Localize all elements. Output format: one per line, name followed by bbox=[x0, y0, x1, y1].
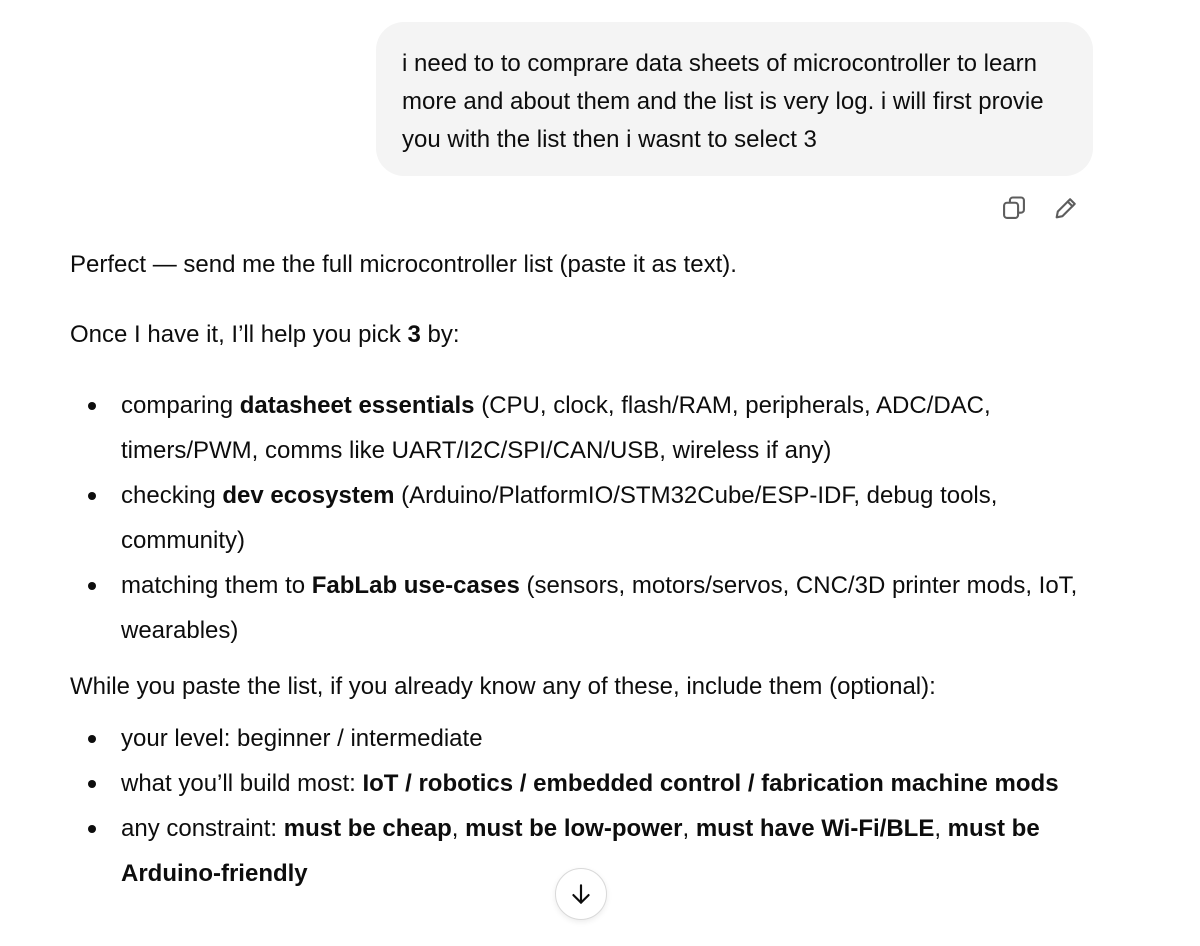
list-item bbox=[70, 563, 1080, 653]
copy-icon bbox=[1000, 194, 1028, 222]
bold-text: dev ecosystem bbox=[222, 482, 395, 509]
arrow-down-icon bbox=[568, 881, 594, 907]
text: , bbox=[682, 815, 696, 842]
bold-text: must be Arduino-friendly bbox=[121, 815, 1040, 887]
bold-text: 3 bbox=[407, 321, 421, 348]
assistant-paragraph-2 bbox=[70, 315, 460, 355]
assistant-paragraph-3: While you paste the list, if you already know any of these, include them (optional): bbox=[70, 673, 936, 700]
bold-text: must be low-power bbox=[465, 815, 683, 842]
assistant-paragraph-1: Perfect — send me the full microcontroller list (paste it as text). bbox=[70, 251, 737, 278]
scroll-to-bottom-button[interactable] bbox=[555, 868, 607, 920]
text: your level: beginner / intermediate bbox=[121, 725, 483, 752]
bold-text: must have Wi-Fi/BLE bbox=[695, 815, 935, 842]
text: , bbox=[451, 815, 466, 842]
text: what you’ll build most: bbox=[121, 770, 363, 797]
text: (sensors, motors/servos, CNC/3D printer mods, IoT, wearables) bbox=[121, 572, 1078, 644]
assistant-list-1 bbox=[70, 383, 1080, 653]
edit-button[interactable] bbox=[1048, 190, 1084, 226]
list-item bbox=[70, 383, 1080, 473]
bold-text: IoT / robotics / embedded control / fabrication machine mods bbox=[362, 770, 1059, 797]
text: (Arduino/PlatformIO/STM32Cube/ESP-IDF, debug tools, community) bbox=[121, 482, 998, 554]
list-item bbox=[70, 473, 1080, 563]
user-message-bubble bbox=[376, 22, 1093, 176]
bold-text: datasheet essentials bbox=[239, 392, 475, 419]
text: checking bbox=[121, 482, 223, 509]
list-item bbox=[70, 716, 1080, 761]
copy-button[interactable] bbox=[996, 190, 1032, 226]
user-message-text: i need to to comprare data sheets of microcontroller to learn more and about them and the list is very log. i will first provie you with the list then i wasnt to select 3 bbox=[402, 50, 1044, 153]
bold-text: must be cheap bbox=[283, 815, 452, 842]
text: , bbox=[934, 815, 948, 842]
text: comparing bbox=[121, 392, 240, 419]
text: by: bbox=[420, 321, 460, 348]
text: Once I have it, I’ll help you pick bbox=[70, 321, 408, 348]
pencil-icon bbox=[1052, 194, 1080, 222]
text: matching them to bbox=[121, 572, 312, 599]
text: any constraint: bbox=[121, 815, 284, 842]
list-item bbox=[70, 761, 1080, 806]
bold-text: FabLab use-cases bbox=[311, 572, 520, 599]
message-actions bbox=[996, 190, 1084, 226]
text: (CPU, clock, flash/RAM, peripherals, ADC/DAC, timers/PWM, comms like UART/I2C/SPI/CAN/USB, wireless if any) bbox=[121, 392, 991, 464]
